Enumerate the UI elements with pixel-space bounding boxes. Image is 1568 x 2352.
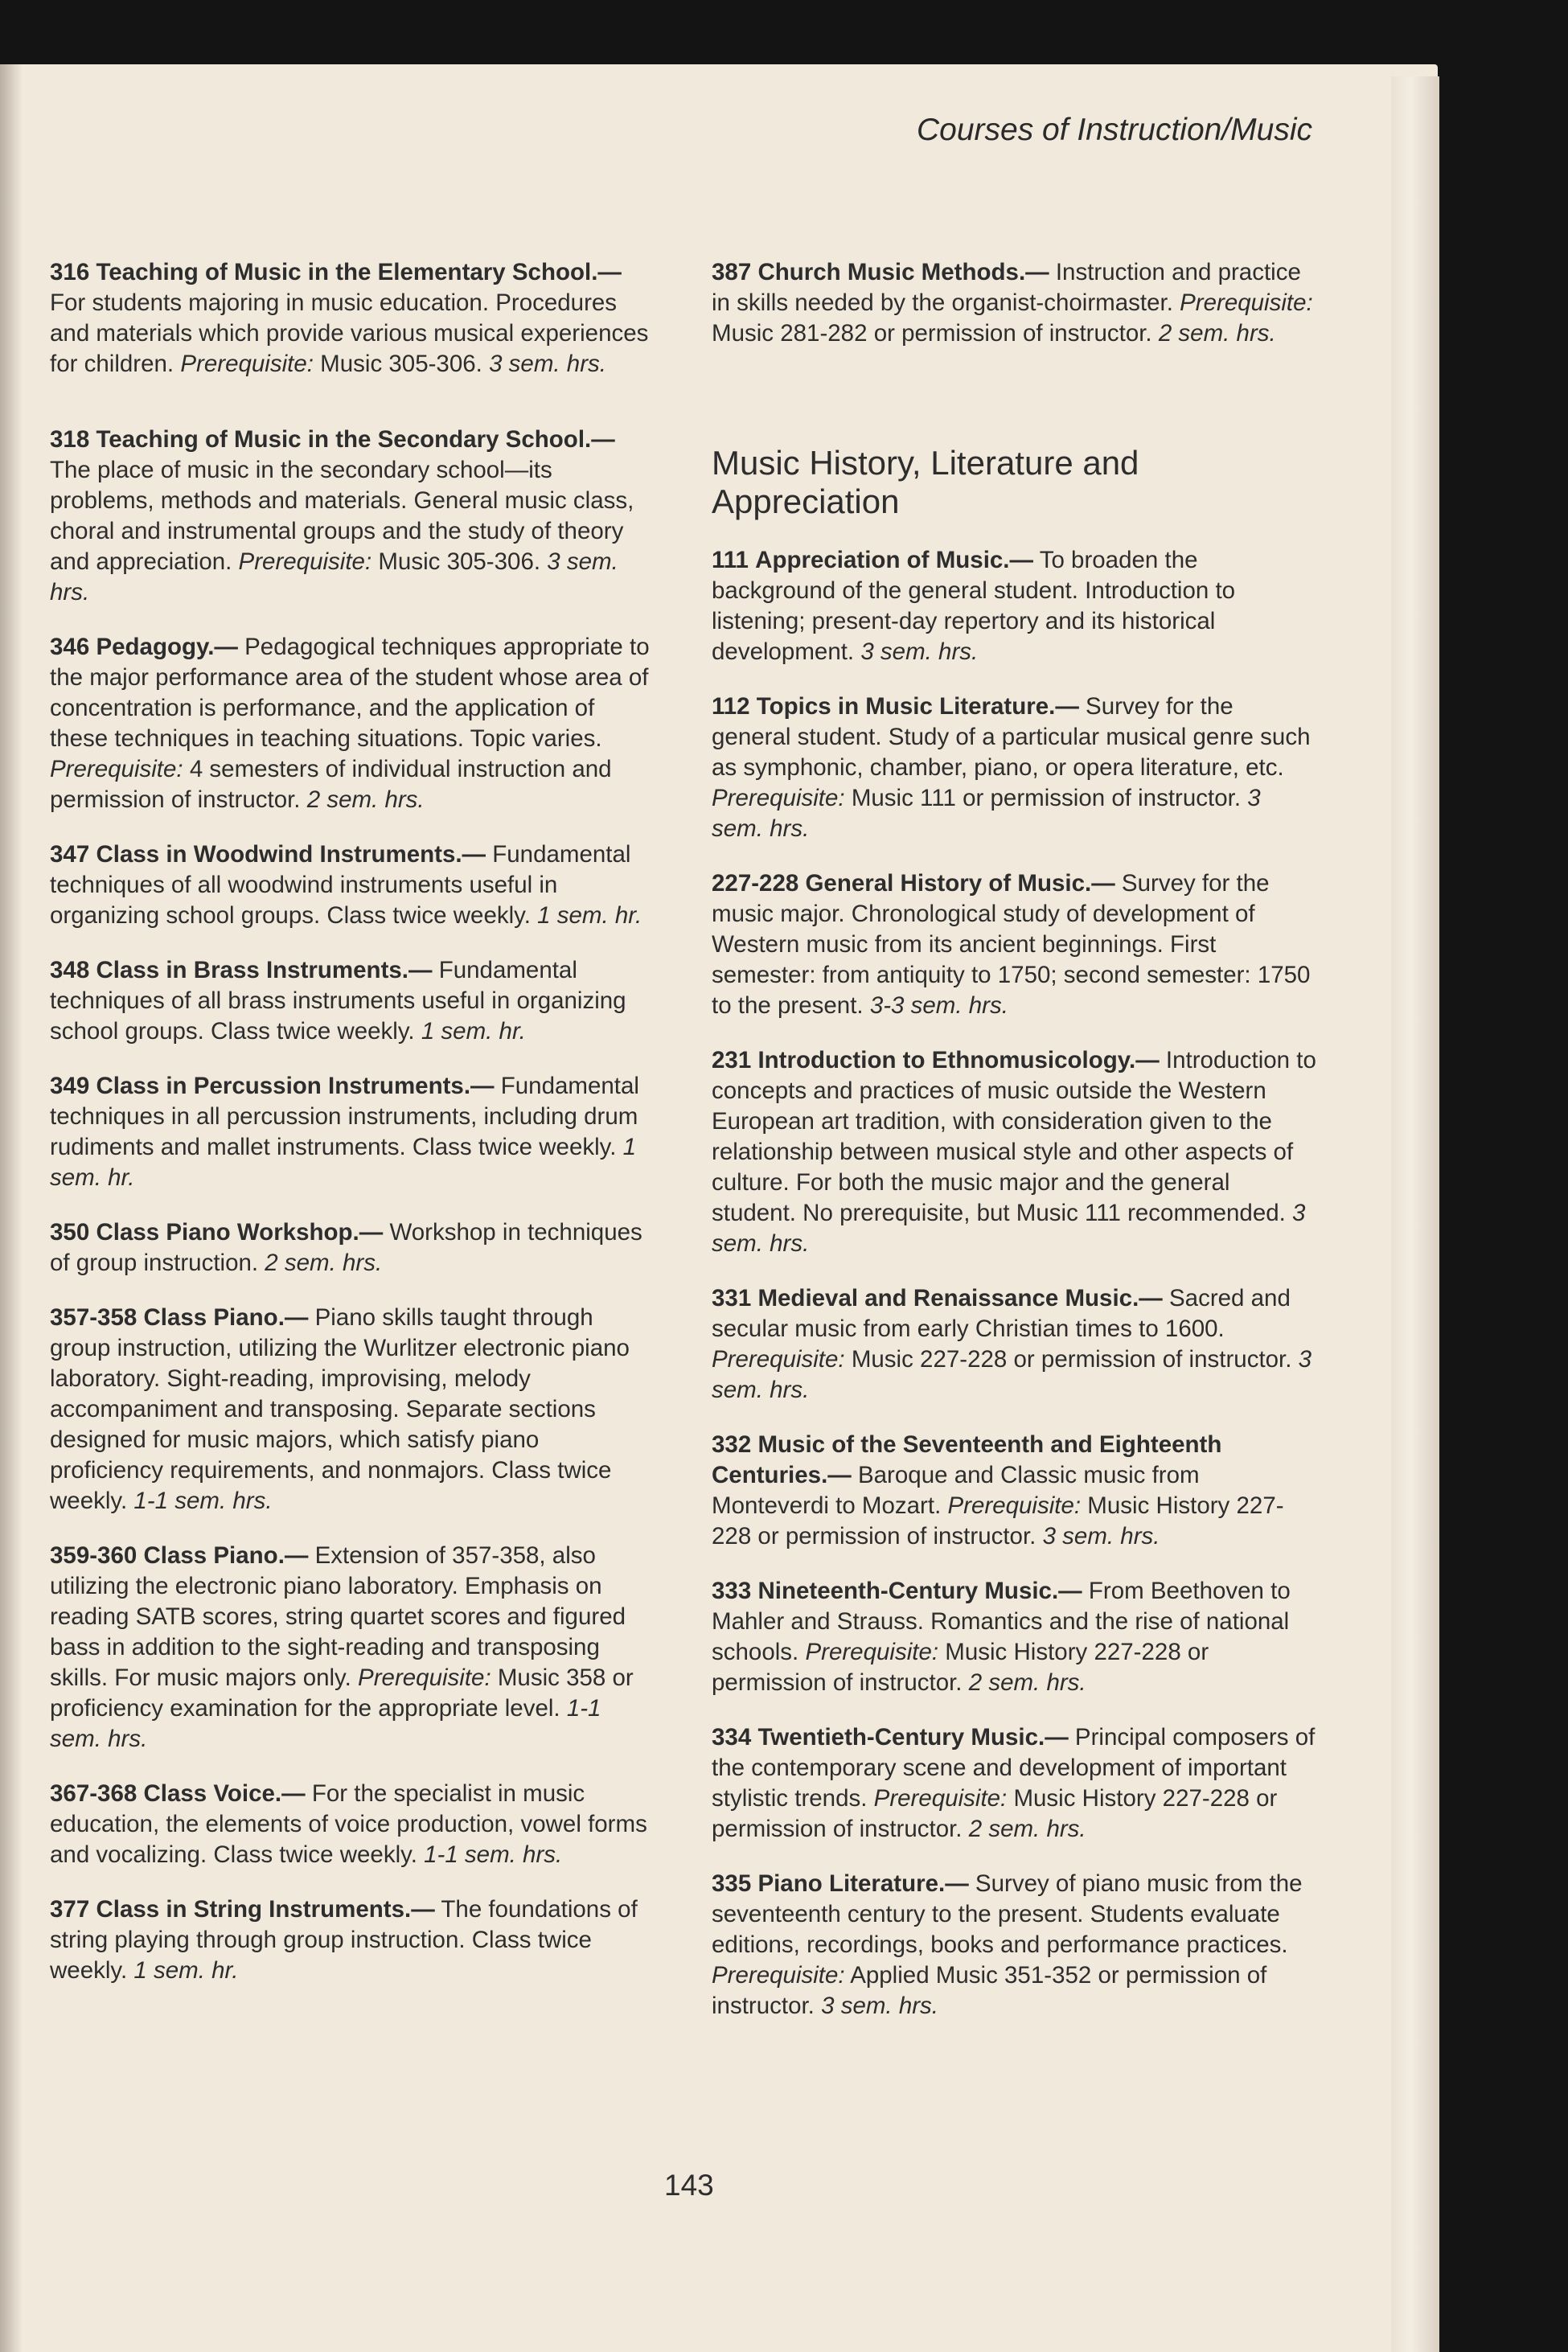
course-entry [50,1541,651,1755]
course-number: 359-360 [50,1542,138,1569]
course-title: Twentieth-Century Music.— [757,1724,1069,1751]
course-number: 350 [50,1219,90,1246]
prerequisite-label: Prerequisite: [50,756,183,782]
course-number: 332 [712,1431,752,1458]
course-description: Fundamental techniques in all percussion instruments, including drum rudiments and mallet instruments. Class twice weekly. [50,1073,639,1160]
course-credit: 2 sem. hrs. [968,1816,1086,1842]
course-description: Survey for the general student. Study of a particular musical genre such as symphonic, chamber, piano, or opera literature, etc. [712,693,1311,781]
course-description: The place of music in the secondary school—its problems, methods and materials. General music class, choral and instrumental groups and the study of theory and appreciation. [50,457,634,575]
course-number: 357-358 [50,1304,138,1331]
course-credit: 3 sem. hrs. [712,1200,1306,1257]
course-credit: 2 sem. hrs. [265,1250,383,1276]
course-entry [50,257,651,380]
course-description: Principal composers of the contemporary scene and development of important stylistic trends. [712,1724,1316,1812]
course-description: Fundamental techniques of all woodwind instruments useful in organizing school groups. Class twice weekly. [50,841,631,929]
course-entry [50,955,651,1047]
course-entry [50,1303,651,1517]
course-description: Workshop in techniques of group instruction. [50,1219,642,1276]
course-credit: 3 sem. hrs. [489,351,606,377]
course-number: 348 [50,957,90,983]
prerequisite-text: Music 281-282 or permission of instructor. [712,320,1152,347]
course-entry [712,692,1316,844]
course-credit: 1-1 sem. hrs. [50,1695,601,1752]
prerequisite-label: Prerequisite: [1180,289,1313,316]
course-title: General History of Music.— [805,870,1115,897]
course-title: Medieval and Renaissance Music.— [757,1285,1163,1311]
course-credit: 3 sem. hrs. [712,785,1261,842]
course-title: Appreciation of Music.— [755,547,1034,573]
course-title: Class in String Instruments.— [96,1896,435,1923]
course-title: Church Music Methods.— [757,259,1049,285]
course-credit: 2 sem. hrs. [306,786,425,813]
course-entry [712,1045,1316,1259]
course-entry [50,839,651,931]
course-number: 367-368 [50,1780,138,1807]
course-credit: 2 sem. hrs. [1158,320,1276,347]
course-entry [712,1869,1316,2022]
page-gutter-shadow [0,64,23,2352]
prerequisite-text: Music 305-306. [320,351,482,377]
prerequisite-text: Music 111 or permission of instructor. [851,785,1242,811]
course-description: Piano skills taught through group instruction, utilizing the Wurlitzer electronic piano laboratory. Sight-reading, improvising, melody accompaniment and transposing. Separate sections designed for music majors, which satisfy piano proficiency requirements, and nonmajors. Class twice weekly. [50,1304,630,1514]
prerequisite-label: Prerequisite: [873,1785,1008,1812]
course-credit: 3 sem. hrs. [860,638,979,665]
course-number: 335 [712,1870,752,1897]
course-entry [50,1071,651,1193]
prerequisite-text: Music History 227-228 or permission of instructor. [712,1785,1278,1842]
course-description: Survey of piano music from the seventeenth century to the present. Students evaluate editions, recordings, books and performance practices. [712,1870,1303,1958]
course-title: Class Piano.— [143,1542,309,1569]
course-description: Sacred and secular music from early Christian times to 1600. [712,1285,1291,1342]
prerequisite-label: Prerequisite: [180,351,314,377]
course-number: 318 [50,426,90,453]
page-stack-edge [1391,76,1439,2352]
course-title: Teaching of Music in the Secondary School.— [96,426,615,453]
course-credit: 3 sem. hrs. [821,1993,938,2019]
course-title: Class in Percussion Instruments.— [96,1073,495,1099]
course-entry [50,1894,651,1986]
prerequisite-text: Applied Music 351-352 or permission of instructor. [712,1962,1267,2019]
course-description: Fundamental techniques of all brass instruments useful in organizing school groups. Class twice weekly. [50,957,626,1045]
course-title: Class Voice.— [143,1780,306,1807]
course-number: 334 [712,1724,752,1751]
right-column-entries [712,545,1316,2022]
course-entry [712,868,1316,1021]
course-number: 227-228 [712,870,799,897]
course-credit: 1-1 sem. hrs. [133,1488,273,1514]
course-title: Topics in Music Literature.— [756,693,1079,720]
prerequisite-text: Music History 227-228 or permission of instructor. [712,1639,1209,1696]
page-number: 143 [664,2169,714,2202]
course-credit: 3 sem. hrs. [1042,1523,1160,1550]
course-title: Class Piano.— [143,1304,309,1331]
course-title: Class Piano Workshop.— [96,1219,384,1246]
section-heading: Music History, Literature and Appreciation [712,444,1139,520]
prerequisite-text: Music History 227-228 or permission of instructor. [712,1492,1284,1550]
course-description: Survey for the music major. Chronological study of development of Western music from its ancient beginnings. First semester: from antiquity to 1750; second semester: 1750 to the present. [712,870,1311,1019]
course-description: Extension of 357-358, also utilizing the electronic piano laboratory. Emphasis on reading SATB scores, string quartet scores and figured bass in addition to the sight-reading and transposing skills. For music majors only. [50,1542,626,1691]
running-head: Courses of Instruction/Music [916,113,1312,147]
right-column [712,257,1316,2046]
course-number: 346 [50,634,90,660]
course-title: Class in Brass Instruments.— [96,957,433,983]
course-number: 111 [712,547,749,573]
left-column [50,257,651,2010]
course-entry [50,632,651,815]
course-title: Introduction to Ethnomusicology.— [757,1047,1160,1073]
prerequisite-label: Prerequisite: [805,1639,939,1665]
prerequisite-label: Prerequisite: [238,548,372,575]
course-entry [712,257,1316,349]
prerequisite-label: Prerequisite: [712,1346,845,1373]
prerequisite-text: 4 semesters of individual instruction and permission of instructor. [50,756,612,813]
course-description: Instruction and practice in skills needed by the organist-choirmaster. [712,259,1301,316]
course-credit: 3 sem. hrs. [50,548,618,605]
prerequisite-text: Music 305-306. [378,548,541,575]
course-title: Teaching of Music in the Elementary School.— [96,259,622,285]
course-entry [712,1576,1316,1698]
course-entry [50,1217,651,1279]
course-number: 347 [50,841,90,868]
course-number: 333 [712,1578,752,1604]
course-number: 231 [712,1047,752,1073]
course-number: 331 [712,1285,752,1311]
course-description: From Beethoven to Mahler and Strauss. Romantics and the rise of national schools. [712,1578,1291,1665]
prerequisite-label: Prerequisite: [358,1664,491,1691]
course-description: Baroque and Classic music from Monteverdi to Mozart. [712,1462,1200,1519]
course-description: The foundations of string playing through group instruction. Class twice weekly. [50,1896,638,1984]
prerequisite-text: Music 227-228 or permission of instructor. [851,1346,1292,1373]
course-title: Pedagogy.— [96,634,238,660]
course-credit: 1-1 sem. hrs. [424,1841,563,1868]
course-credit: 1 sem. hr. [50,1134,637,1191]
course-title: Piano Literature.— [757,1870,969,1897]
prerequisite-label: Prerequisite: [712,1962,845,1989]
course-number: 112 [712,693,750,720]
course-description: For the specialist in music education, the elements of voice production, vowel forms and vocalizing. Class twice weekly. [50,1780,647,1868]
prerequisite-label: Prerequisite: [947,1492,1082,1519]
course-title: Music of the Seventeenth and Eighteenth Centuries.— [712,1431,1222,1488]
course-number: 316 [50,259,90,285]
course-title: Nineteenth-Century Music.— [757,1578,1082,1604]
course-description: Introduction to concepts and practices of music outside the Western European art tradition, with consideration given to the relationship between musical style and other aspects of culture. For both the music major and the general student. No prerequisite, but Music 111 recommended. [712,1047,1316,1226]
course-credit: 2 sem. hrs. [968,1669,1086,1696]
course-description: To broaden the background of the general student. Introduction to listening; present-day repertory and its historical development. [712,547,1236,665]
course-entry [712,1283,1316,1406]
prerequisite-text: Music 358 or proficiency examination for the appropriate level. [50,1664,634,1722]
right-column-top-entries [712,257,1316,349]
course-description: For students majoring in music education. Procedures and materials which provide various musical experiences for children. [50,289,649,377]
course-credit: 3-3 sem. hrs. [869,992,1008,1019]
course-entry [712,545,1316,667]
course-entry [712,1722,1316,1845]
course-credit: 3 sem. hrs. [712,1346,1312,1403]
course-title: Class in Woodwind Instruments.— [96,841,486,868]
prerequisite-label: Prerequisite: [712,785,845,811]
course-entry [50,1779,651,1870]
course-number: 349 [50,1073,90,1099]
course-credit: 1 sem. hr. [133,1957,239,1984]
course-credit: 1 sem. hr. [537,902,642,929]
course-description: Pedagogical techniques appropriate to the major performance area of the student whose area of concentration is performance, and the application of these techniques in teaching situations. Topic varies. [50,634,650,752]
course-number: 387 [712,259,752,285]
course-entry [50,425,651,608]
course-credit: 1 sem. hr. [421,1018,526,1045]
course-number: 377 [50,1896,90,1923]
course-entry [712,1430,1316,1552]
